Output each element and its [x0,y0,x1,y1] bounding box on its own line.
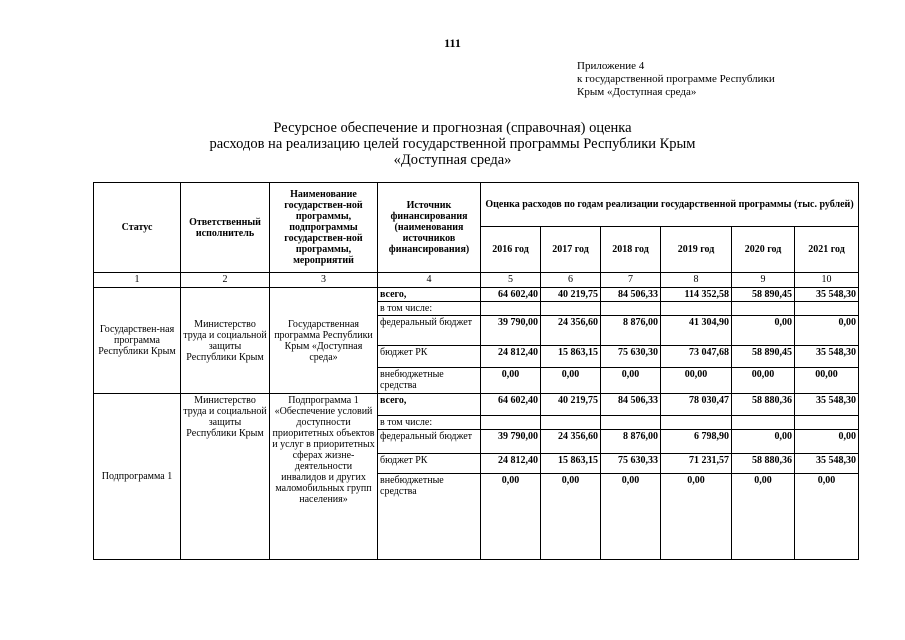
value-cell: 0,00 [541,368,601,394]
value-cell: 0,00 [795,474,859,560]
header-year: 2017 год [541,227,601,273]
source-cell: федеральный бюджет [378,430,481,454]
executor-cell: Министерство труда и социальной защиты Республики Крым [181,288,270,394]
column-number: 6 [541,273,601,288]
executor-cell: Министерство труда и социальной защиты Республики Крым [181,394,270,560]
value-cell: 58 890,45 [732,288,795,302]
column-number: 9 [732,273,795,288]
title-line-3: «Доступная среда» [393,152,512,168]
value-cell: 24 812,40 [481,454,541,474]
source-cell: в том числе: [378,416,481,430]
value-cell: 0,00 [481,474,541,560]
column-number: 8 [661,273,732,288]
table-row [94,288,859,302]
value-cell: 0,00 [795,316,859,346]
header-year: 2019 год [661,227,732,273]
column-number: 7 [601,273,661,288]
value-cell: 71 231,57 [661,454,732,474]
table-row [94,394,859,416]
value-cell: 0,00 [601,368,661,394]
program-name-cell: Государственная программа Республики Крым «Доступная среда» [270,288,378,394]
header-year: 2018 год [601,227,661,273]
header-year: 2020 год [732,227,795,273]
document-title [0,120,905,168]
value-cell: 24 356,60 [541,316,601,346]
value-cell: 78 030,47 [661,394,732,416]
column-number: 1 [94,273,181,288]
header-status: Статус [94,183,181,273]
page-number: 111 [444,36,461,50]
value-cell: 0,00 [481,368,541,394]
value-cell: 39 790,00 [481,430,541,454]
program-name-cell: Подпрограмма 1 «Обеспечение условий доступности приоритетных объектов и услуг в приоритетных сферах жизне-деятельности инвалидов и других маломобильных групп населения» [270,394,378,560]
value-cell: 00,00 [795,368,859,394]
value-cell: 58 880,36 [732,454,795,474]
value-cell: 114 352,58 [661,288,732,302]
appendix-line-3: Крым «Доступная среда» [577,86,697,98]
column-number: 2 [181,273,270,288]
value-cell: 58 880,36 [732,394,795,416]
source-cell: внебюджетные средства [378,474,481,560]
source-cell: всего, [378,288,481,302]
value-cell: 40 219,75 [541,394,601,416]
value-cell: 35 548,30 [795,454,859,474]
appendix-line-1: Приложение 4 [577,60,645,72]
value-cell: 64 602,40 [481,394,541,416]
header-year: 2021 год [795,227,859,273]
value-cell: 00,00 [661,368,732,394]
budget-table [93,182,859,560]
source-cell: в том числе: [378,302,481,316]
value-cell: 0,00 [795,430,859,454]
source-cell: всего, [378,394,481,416]
value-cell: 24 812,40 [481,346,541,368]
status-cell: Государствен-ная программа Республики Крым [94,288,181,394]
value-cell: 0,00 [732,316,795,346]
column-number: 5 [481,273,541,288]
value-cell: 75 630,33 [601,454,661,474]
value-cell: 8 876,00 [601,430,661,454]
value-cell: 8 876,00 [601,316,661,346]
title-line-1: Ресурсное обеспечение и прогнозная (справочная) оценка [273,120,632,136]
appendix-note [577,60,775,99]
value-cell: 00,00 [732,368,795,394]
value-cell: 84 506,33 [601,288,661,302]
appendix-line-2: к государственной программе Республики [577,73,775,85]
value-cell: 0,00 [732,474,795,560]
value-cell: 41 304,90 [661,316,732,346]
source-cell: федеральный бюджет [378,316,481,346]
value-cell: 73 047,68 [661,346,732,368]
header-program-name: Наименование государствен-ной программы, подпрограммы государствен-ной программы, мероприятий [270,183,378,273]
status-cell: Подпрограмма 1 [94,394,181,560]
header-source: Источник финансирования (наименования источников финансирования) [378,183,481,273]
value-cell: 40 219,75 [541,288,601,302]
value-cell: 39 790,00 [481,316,541,346]
value-cell: 35 548,30 [795,346,859,368]
value-cell: 35 548,30 [795,394,859,416]
value-cell: 15 863,15 [541,346,601,368]
value-cell: 0,00 [732,430,795,454]
header-estimate: Оценка расходов по годам реализации государственной программы (тыс. рублей) [481,183,859,227]
source-cell: бюджет РК [378,454,481,474]
value-cell: 58 890,45 [732,346,795,368]
value-cell: 0,00 [601,474,661,560]
header-executor: Ответственный исполнитель [181,183,270,273]
value-cell: 6 798,90 [661,430,732,454]
value-cell: 35 548,30 [795,288,859,302]
title-line-2: расходов на реализацию целей государственной программы Республики Крым [209,136,696,152]
value-cell: 24 356,60 [541,430,601,454]
value-cell: 0,00 [541,474,601,560]
source-cell: бюджет РК [378,346,481,368]
source-cell: внебюджетные средства [378,368,481,394]
column-number-row [94,273,859,288]
header-year: 2016 год [481,227,541,273]
column-number: 3 [270,273,378,288]
value-cell: 0,00 [661,474,732,560]
value-cell: 15 863,15 [541,454,601,474]
value-cell: 75 630,30 [601,346,661,368]
value-cell: 84 506,33 [601,394,661,416]
column-number: 4 [378,273,481,288]
column-number: 10 [795,273,859,288]
value-cell: 64 602,40 [481,288,541,302]
